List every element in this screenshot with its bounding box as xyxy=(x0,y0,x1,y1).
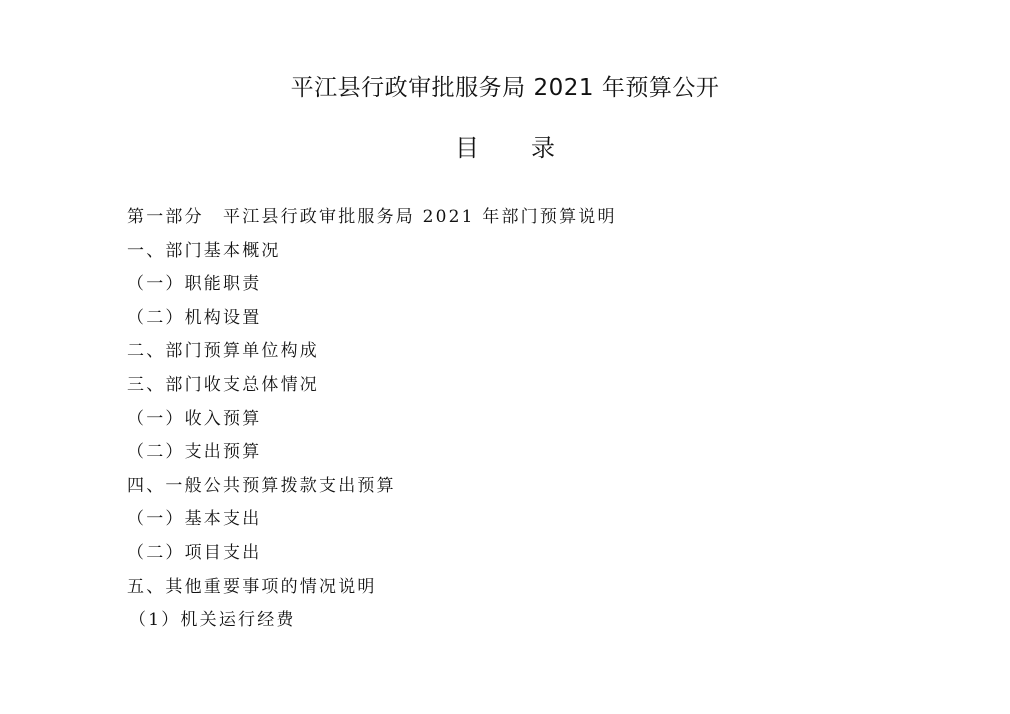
toc-item-general-public-budget: 四、一般公共预算拨款支出预算 xyxy=(127,475,396,496)
toc-item-basic-expenditure: （一）基本支出 xyxy=(127,509,262,530)
toc-item-project-expenditure: （二）项目支出 xyxy=(127,542,262,563)
toc-item-functions-duties: （一）职能职责 xyxy=(127,274,262,295)
toc-list xyxy=(127,202,617,639)
toc-item-expenditure-budget: （二）支出预算 xyxy=(127,442,262,463)
toc-item-operating-funds: （1）机关运行经费 xyxy=(129,610,296,631)
toc-item-revenue-budget: （一）收入预算 xyxy=(127,408,262,429)
toc-item-basic-overview: 一、部门基本概况 xyxy=(127,240,281,261)
toc-heading: 目录 xyxy=(455,134,607,162)
toc-item-organization-setup: （二）机构设置 xyxy=(127,307,262,328)
toc-item-overall-revenue-expenditure: 三、部门收支总体情况 xyxy=(127,374,319,395)
document-title: 平江县行政审批服务局 2021 年预算公开 xyxy=(290,75,720,101)
toc-item-other-important-matters: 五、其他重要事项的情况说明 xyxy=(127,576,377,597)
toc-item-part-one: 第一部分 平江县行政审批服务局 2021 年部门预算说明 xyxy=(127,207,617,227)
toc-item-budget-units: 二、部门预算单位构成 xyxy=(127,341,319,362)
